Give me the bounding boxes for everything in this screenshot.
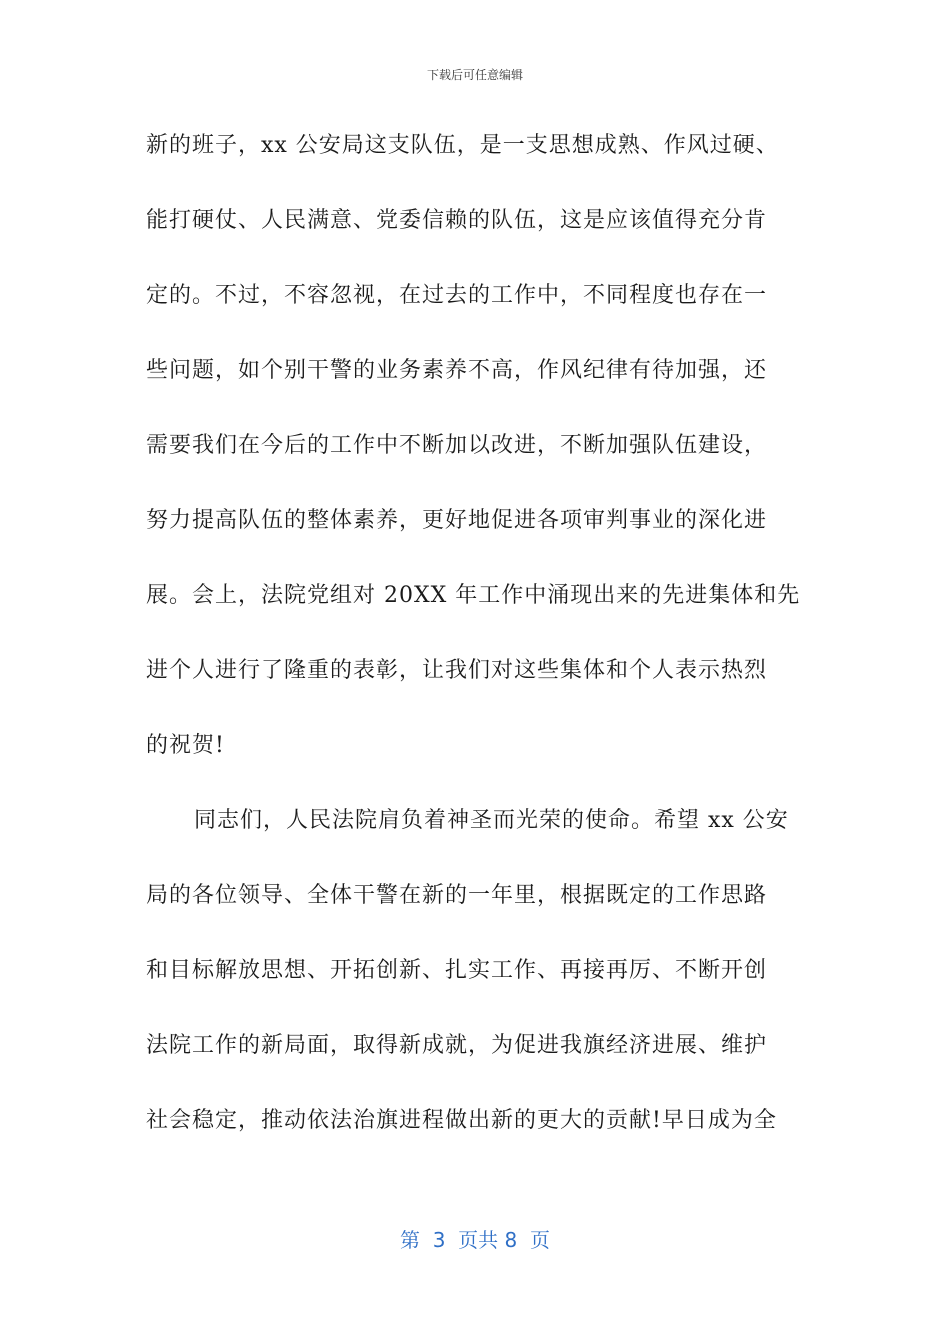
text-line: 的祝贺! — [146, 733, 225, 758]
page-number-footer: 第 3 页共 8 页 — [400, 1228, 550, 1252]
paragraph-start-line: 同志们，人民法院肩负着神圣而光荣的使命。希望 xx 公安 — [194, 808, 789, 833]
text-line: 进个人进行了隆重的表彰，让我们对这些集体和个人表示热烈 — [146, 658, 768, 683]
text-line: 展。会上，法院党组对 20XX 年工作中涌现出来的先进集体和先 — [146, 583, 801, 608]
text-line: 些问题，如个别干警的业务素养不高，作风纪律有待加强，还 — [146, 358, 768, 383]
text-line: 和目标解放思想、开拓创新、扎实工作、再接再厉、不断开创 — [146, 958, 768, 983]
text-line: 努力提高队伍的整体素养，更好地促进各项审判事业的深化进 — [146, 508, 768, 533]
text-line: 社会稳定，推动依法治旗进程做出新的更大的贡献!早日成为全 — [146, 1108, 777, 1133]
text-line: 局的各位领导、全体干警在新的一年里，根据既定的工作思路 — [146, 883, 768, 908]
text-line: 新的班子，xx 公安局这支队伍，是一支思想成熟、作风过硬、 — [146, 133, 779, 158]
text-line: 能打硬仗、人民满意、党委信赖的队伍，这是应该值得充分肯 — [146, 208, 768, 233]
document-body — [146, 126, 806, 1176]
text-line: 需要我们在今后的工作中不断加以改进，不断加强队伍建设， — [146, 433, 768, 458]
text-line: 定的。不过，不容忽视，在过去的工作中，不同程度也存在一 — [146, 283, 768, 308]
text-line: 法院工作的新局面，取得新成就，为促进我旗经济进展、维护 — [146, 1033, 768, 1058]
page-header-note: 下载后可任意编辑 — [426, 68, 523, 82]
